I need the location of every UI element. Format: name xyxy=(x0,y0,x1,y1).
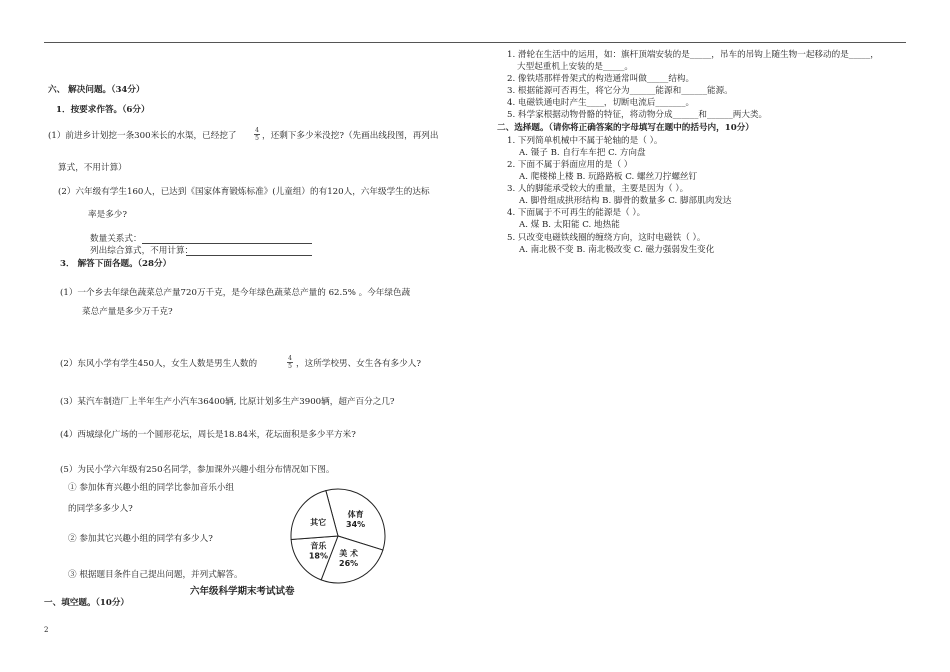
page-number: 2 xyxy=(44,626,49,634)
choice-q2-options: A. 爬楼梯上楼 B. 玩路路板 C. 螺丝刀拧螺丝钉 xyxy=(519,172,698,182)
formula-label: 列出综合算式，不用计算： xyxy=(90,246,194,256)
formula-answer-line xyxy=(186,255,312,256)
fraction-four-fifths xyxy=(253,127,261,142)
problem4: (4）西城绿化广场的一个圆形花坛，周长是18.84米，花坛面积是多少平方米? xyxy=(60,430,356,440)
choice-q5-options: A. 南北极不变 B. 南北极改变 C. 磁力强弱发生变化 xyxy=(519,245,715,255)
choice-q1-options: A. 镊子 B. 自行车车把 C. 方向盘 xyxy=(519,148,646,158)
fill-blank-title: 一、填空题。（10分） xyxy=(44,598,130,608)
choice-q4: 4. 下面属于不可再生的能源是（ ）。 xyxy=(507,208,646,218)
pie-label-3: 其它 xyxy=(310,517,327,527)
fill-q4: 4. 电磁铁通电时产生____，切断电流后_______。 xyxy=(507,98,695,108)
fill-q2: 2. 像铁塔那样骨架式的构造通常叫做_____结构。 xyxy=(507,74,695,84)
problem3: (3）某汽车制造厂上半年生产小汽车36400辆, 比原计划多生产3900辆，超产百分之几? xyxy=(60,397,395,407)
question2-line1: (2）六年级有学生160人，已达到《国家体育锻炼标准》(儿童组）的有120人，六年级学生的达标 xyxy=(58,187,430,197)
pie-label-1: 美 术 xyxy=(339,549,358,558)
pie-percent-0: 34% xyxy=(346,520,366,530)
subsection3-title: 3． 解答下面各题。（28分） xyxy=(60,259,172,269)
pie-percent-1: 26% xyxy=(339,559,359,568)
fill-q1-line2: 大型起重机上安装的是_____。 xyxy=(517,62,634,72)
choice-q4-options: A. 煤 B. 太阳能 C. 地热能 xyxy=(519,220,620,230)
choice-q5: 5. 只改变电磁铁线圈的缠绕方向，这时电磁铁（ ）。 xyxy=(507,233,706,243)
choice-section-title: 二、选择题。（请你将正确答案的字母填写在题中的括号内，10分） xyxy=(497,123,754,133)
relation-answer-line xyxy=(142,243,312,244)
question2-line2: 率是多少? xyxy=(88,210,127,220)
fill-q1-line1: 1. 滑轮在生活中的运用，如：旗杆顶端安装的是_____，吊车的吊钩上随生物一起移动的是_____， xyxy=(507,50,879,60)
header-rule xyxy=(44,42,906,43)
problem5-q1-line1: ① 参加体育兴趣小组的同学比参加音乐小组 xyxy=(68,483,235,493)
choice-q3-options: A. 脚骨组成拱形结构 B. 脚骨的数量多 C. 脚部肌肉发达 xyxy=(519,196,732,206)
pie-chart xyxy=(288,486,388,586)
question1-line1a: (1）前进乡计划挖一条300米长的水渠，已经挖了 xyxy=(48,131,237,141)
subsection1-title: 1．按要求作答。（6分） xyxy=(56,105,150,115)
exam-title: 六年级科学期末考试试卷 xyxy=(190,586,295,597)
problem1-line1: (1）一个乡去年绿色蔬菜总产量720万千克，是今年绿色蔬菜总产量的 62.5% 。今年绿色蔬 xyxy=(60,288,411,298)
fraction-four-fifths-2 xyxy=(286,355,294,370)
relation-label: 数量关系式： xyxy=(90,234,142,244)
problem1-line2: 菜总产量是多少万千克? xyxy=(82,307,173,317)
pie-percent-2: 18% xyxy=(308,551,328,561)
choice-q1: 1. 下列简单机械中不属于轮轴的是（ ）。 xyxy=(507,136,663,146)
fill-q5: 5. 科学家根据动物骨骼的特征，将动物分成______和______两大类。 xyxy=(507,110,768,120)
problem5-q1-line2: 的同学多多少人? xyxy=(68,504,133,514)
choice-q3: 3. 人的脚能承受较大的重量，主要是因为（ ）。 xyxy=(507,184,689,194)
problem2-line1a: (2）东风小学有学生450人，女生人数是男生人数的 xyxy=(60,359,258,369)
fill-q3: 3. 根据能源可否再生，将它分为______能源和______能源。 xyxy=(507,86,733,96)
problem5-q3: ③ 根据题目条件自己提出问题，并列式解答。 xyxy=(68,570,243,580)
fraction-denominator: 5 xyxy=(255,135,259,142)
problem5: (5）为民小学六年级有250名同学，参加课外兴趣小组分布情况如下图。 xyxy=(60,465,335,475)
question1-line1b: ，还剩下多少米没挖?（先画出线段图，再列出 xyxy=(262,131,439,141)
fraction-denominator: 5 xyxy=(288,363,292,370)
pie-label-0: 体育 xyxy=(347,510,364,520)
problem2-line1b: ，这所学校男、女生各有多少人? xyxy=(296,359,421,369)
fraction-numerator: 4 xyxy=(255,127,259,134)
question1-line2: 算式，不用计算） xyxy=(58,163,127,173)
pie-label-2: 音乐 xyxy=(310,541,327,551)
problem5-q2: ② 参加其它兴趣小组的同学有多少人? xyxy=(68,534,213,544)
fraction-numerator: 4 xyxy=(288,355,292,362)
section6-title: 六、 解决问题。（34分） xyxy=(48,85,145,95)
choice-q2: 2. 下面不属于斜面应用的是（ ） xyxy=(507,160,633,170)
